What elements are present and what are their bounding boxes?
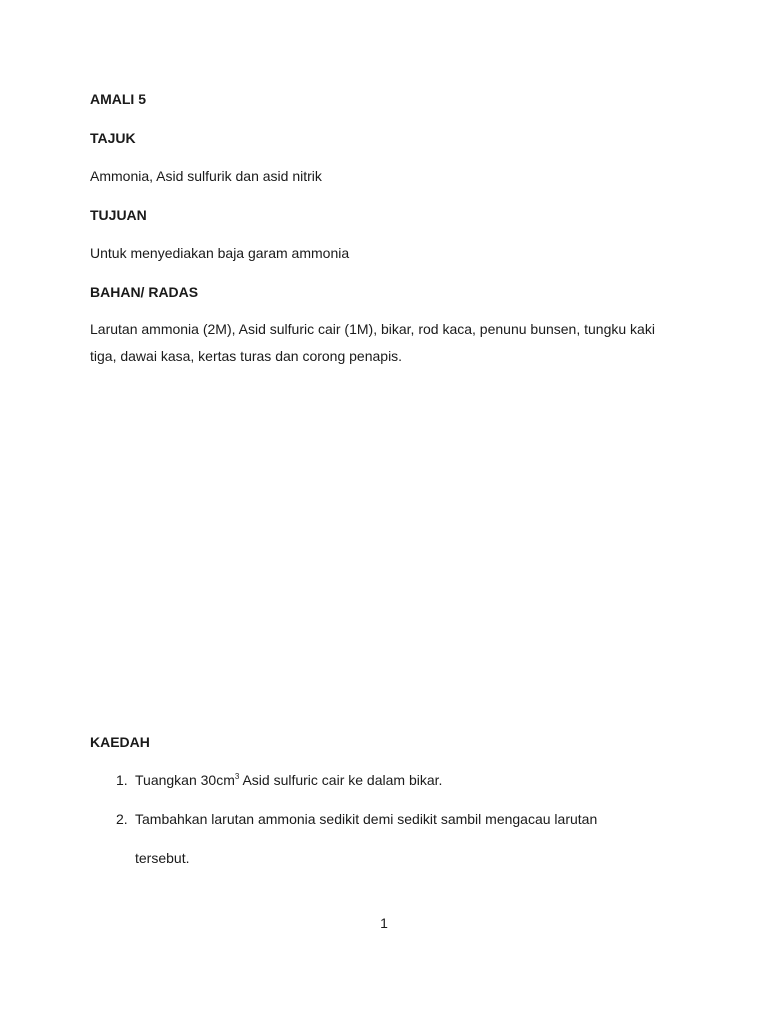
tujuan-heading: TUJUAN [90, 207, 147, 223]
step-text [135, 772, 442, 788]
step-number: 1. [116, 772, 128, 788]
step-text-line-1: Tambahkan larutan ammonia sedikit demi sedikit sambil mengacau larutan [135, 811, 598, 827]
step-text-end: Asid sulfuric cair ke dalam bikar. [239, 772, 443, 788]
document-title: AMALI 5 [90, 91, 146, 107]
step-number: 2. [116, 811, 128, 827]
step-text-line-2: tersebut. [135, 850, 190, 866]
page-number: 1 [380, 915, 388, 931]
tujuan-body: Untuk menyediakan baja garam ammonia [90, 245, 350, 261]
kaedah-heading: KAEDAH [90, 734, 150, 750]
superscript-three: 3 [234, 772, 240, 781]
step-text-start: Tuangkan 30cm [135, 772, 235, 788]
bahan-radas-heading: BAHAN/ RADAS [90, 284, 199, 300]
tajuk-heading: TAJUK [90, 130, 136, 146]
tajuk-body: Ammonia, Asid sulfurik dan asid nitrik [90, 168, 322, 184]
bahan-radas-body: Larutan ammonia (2M), Asid sulfuric cair (1M), bikar, rod kaca, penunu bunsen, tungku kaki tiga, dawai kasa, kertas turas dan corong penapis. [90, 321, 655, 364]
